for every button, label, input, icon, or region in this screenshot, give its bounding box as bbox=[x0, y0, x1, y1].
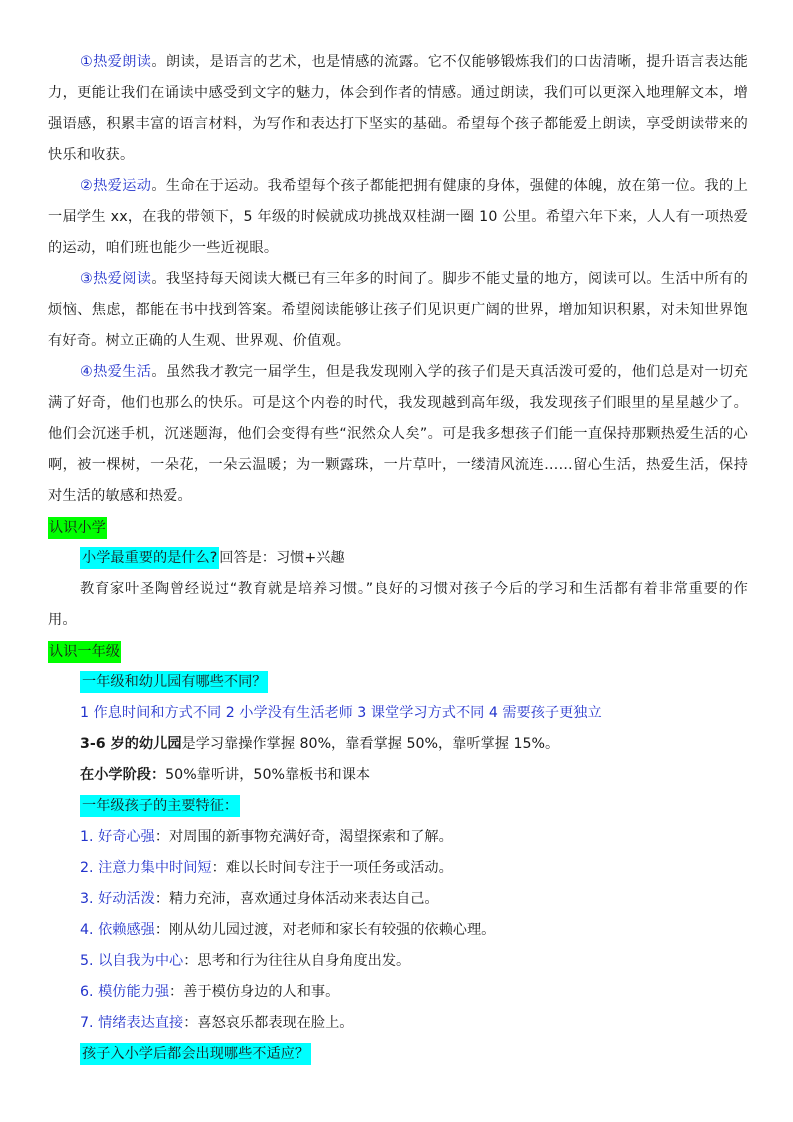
item-text: 。我坚持每天阅读大概已有三年多的时间了。脚步不能丈量的地方，阅读可以。生活中所有的烦恼、焦虑，都能在书中找到答案。希望阅读能够让孩子们见识更广阔的世界，增加知识积累，对未知世界饱有好奇。树立正确的人生观、世界观、价值观。 bbox=[48, 271, 748, 349]
kindergarten-label: 3-6 岁的幼儿园 bbox=[80, 736, 182, 752]
feature-item: 5. 以自我为中心：思考和行为往往从自身角度出发。 bbox=[80, 953, 411, 969]
love-reading-paragraph bbox=[48, 264, 748, 357]
love-reading-aloud-paragraph bbox=[48, 47, 748, 171]
feature-item: 4. 依赖感强：刚从幼儿园过渡，对老师和家长有较强的依赖心理。 bbox=[80, 922, 496, 938]
features-list bbox=[48, 822, 748, 1039]
kindergarten-line bbox=[48, 729, 748, 760]
love-sports-paragraph bbox=[48, 171, 748, 264]
maladjustment-question-line bbox=[48, 1039, 748, 1070]
feature-item: 6. 模仿能力强：善于模仿身边的人和事。 bbox=[80, 984, 340, 1000]
ye-shengtao-quote: 教育家叶圣陶曾经说过“教育就是培养习惯。”良好的习惯对孩子今后的学习和生活都有着非常重要的作用。 bbox=[48, 581, 748, 628]
item-text: 。虽然我才教完一届学生，但是我发现刚入学的孩子们是天真活泼可爱的，他们总是对一切充满了好奇，他们也那么的快乐。可是这个内卷的时代，我发现越到高年级，我发现孩子们眼里的星星越少了。他们会沉迷手机，沉迷题海，他们会变得有些“泯然众人矣”。可是我多想孩子们能一直保持那颗热爱生活的心啊，被一棵树，一朵花，一朵云温暖；为一颗露珠，一片草叶，一缕清风流连……留心生活，热爱生活，保持对生活的敏感和热爱。 bbox=[48, 364, 748, 504]
kindergarten-text: 是学习靠操作掌握 80%，靠看掌握 50%，靠听掌握 15%。 bbox=[181, 736, 560, 752]
feature-item: 3. 好动活泼：精力充沛，喜欢通过身体活动来表达自己。 bbox=[80, 891, 439, 907]
features-title: 一年级孩子的主要特征： bbox=[80, 795, 240, 817]
primary-answer: 回答是：习惯+兴趣 bbox=[219, 550, 345, 566]
primary-stage-label: 在小学阶段： bbox=[80, 767, 166, 783]
item-label: ③热爱阅读 bbox=[80, 271, 152, 287]
feature-item: 2. 注意力集中时间短：难以长时间专注于一项任务或活动。 bbox=[80, 860, 453, 876]
difference-question: 一年级和幼儿园有哪些不同？ bbox=[80, 671, 268, 693]
features-title-line bbox=[48, 791, 748, 822]
document-page bbox=[48, 47, 748, 1070]
love-life-paragraph bbox=[48, 357, 748, 512]
section-heading-grade-one: 认识一年级 bbox=[48, 636, 748, 667]
primary-stage-line bbox=[48, 760, 748, 791]
differences-list: 1 作息时间和方式不同 2 小学没有生活老师 3 课堂学习方式不同 4 需要孩子更独立 bbox=[80, 705, 602, 721]
primary-question-line bbox=[48, 543, 748, 574]
item-label: ④热爱生活 bbox=[80, 364, 152, 380]
primary-stage-text: 50%靠听讲，50%靠板书和课本 bbox=[165, 767, 371, 783]
primary-question: 小学最重要的是什么? bbox=[80, 547, 219, 569]
feature-item: 7. 情绪表达直接：喜怒哀乐都表现在脸上。 bbox=[80, 1015, 354, 1031]
item-text: 。生命在于运动。我希望每个孩子都能把拥有健康的身体，强健的体魄，放在第一位。我的上一届学生 xx，在我的带领下，5 年级的时候就成功挑战双桂湖一圈 10 公里。希望六年下来，人人有一项热爱的运动，咱们班也能少一些近视眼。 bbox=[48, 178, 748, 256]
feature-item: 1. 好奇心强：对周围的新事物充满好奇，渴望探索和了解。 bbox=[80, 829, 453, 845]
item-label: ②热爱运动 bbox=[80, 178, 152, 194]
item-label: ①热爱朗读 bbox=[80, 54, 152, 70]
maladjustment-question: 孩子入小学后都会出现哪些不适应？ bbox=[80, 1043, 311, 1065]
item-text: 。朗读，是语言的艺术，也是情感的流露。它不仅能够锻炼我们的口齿清晰，提升语言表达能力，更能让我们在诵读中感受到文字的魅力，体会到作者的情感。通过朗读，我们可以更深入地理解文本，增强语感，积累丰富的语言材料，为写作和表达打下坚实的基础。希望每个孩子都能爱上朗读，享受朗读带来的快乐和收获。 bbox=[48, 54, 748, 163]
difference-question-line bbox=[48, 667, 748, 698]
section-heading-primary-school: 认识小学 bbox=[48, 512, 748, 543]
